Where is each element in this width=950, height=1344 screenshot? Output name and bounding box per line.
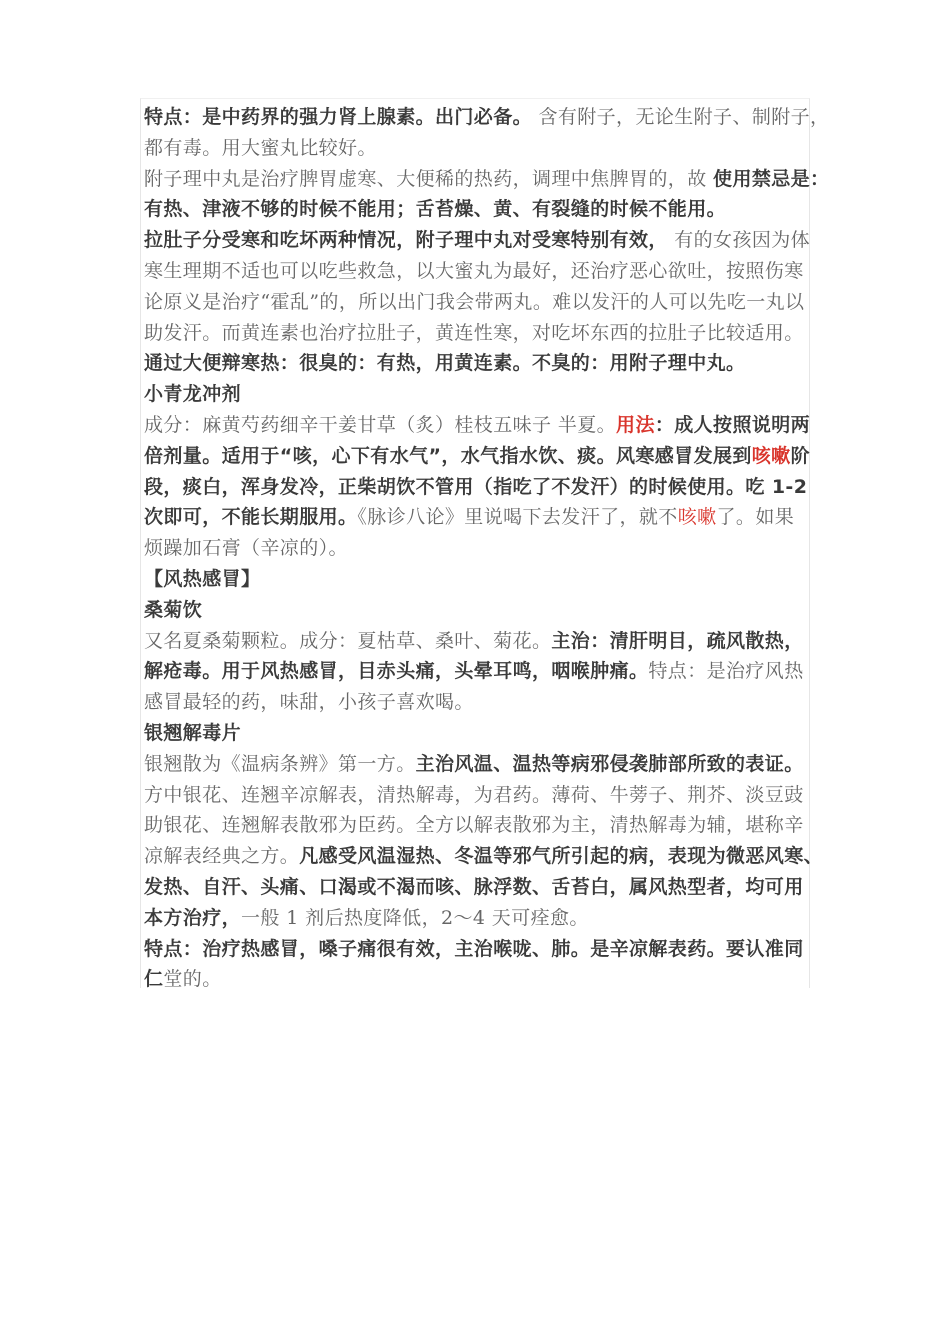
text-span: 感冒最轻的药，味甜，小孩子喜欢喝。	[144, 691, 474, 714]
text-span: 本方治疗，	[144, 906, 242, 929]
text-line	[144, 318, 812, 349]
text-span: 使用禁忌是：	[713, 167, 830, 190]
text-span: 特点：是中药界的强力肾上腺素。出门必备。	[144, 106, 533, 128]
text-line	[144, 472, 812, 503]
text-line	[144, 441, 812, 472]
highlight-span: 用法	[616, 413, 655, 436]
text-line	[144, 687, 812, 718]
text-span: 拉肚子分受寒和吃坏两种情况，附子理中丸对受寒特别有效，	[144, 229, 668, 252]
text-span: 了。如果	[716, 506, 795, 529]
text-span: 堂的。	[163, 968, 222, 991]
text-span: 发热、自汗、头痛、口渴或不渴而咳、脉浮数、舌苔白，属风热型者，均可用	[144, 875, 804, 898]
text-span: 论原义是治疗“霍乱”的，所以出门我会带两丸。难以发汗的人可以先吃一丸以	[144, 290, 805, 313]
text-line	[144, 872, 812, 903]
text-span: 寒生理期不适也可以吃些救急，以大蜜丸为最好，还治疗恶心欲吐，按照伤寒	[144, 259, 804, 282]
text-line	[144, 903, 812, 934]
text-span: 特点：治疗热感冒，嗓子痛很有效，主治喉咙、肺。是辛凉解表药。要认准同	[144, 937, 804, 960]
text-line	[144, 133, 812, 164]
text-line	[144, 841, 824, 872]
text-span: 次即可，不能长期服用。	[144, 506, 358, 529]
text-span: 主治：清肝明目，疏风散热，	[551, 629, 804, 652]
text-span: 方中银花、连翘辛凉解表，清热解毒，为君药。薄荷、牛蒡子、荆芥、淡豆豉	[144, 783, 804, 806]
text-span: 倍剂量。适用于“咳，心下有水气”，水气指水饮、痰。风寒感冒发展到	[144, 444, 752, 467]
article-body	[144, 102, 830, 995]
text-line	[144, 533, 812, 564]
text-span: 解疮毒。用于风热感冒，目赤头痛，头晕耳鸣，咽喉肿痛。	[144, 660, 649, 683]
section-heading	[144, 379, 812, 410]
text-span: 主治风温、温热等病邪侵袭肺部所致的表证。	[415, 752, 804, 775]
text-span: 都有毒。用大蜜丸比较好。	[144, 136, 377, 159]
text-line	[144, 410, 812, 441]
highlight-span: 咳嗽	[751, 444, 791, 467]
text-line	[144, 194, 812, 225]
text-span: 有热、津液不够的时候不能用；舌苔燥、黄、有裂缝的时候不能用。	[144, 198, 727, 221]
text-span: 又名夏桑菊颗粒。成分：夏枯草、桑叶、菊花。	[144, 629, 552, 652]
text-span: 有的女孩因为体	[667, 229, 811, 252]
text-span: 一般 1 剂后热度降低，2～4 天可痊愈。	[241, 906, 589, 929]
text-line	[144, 348, 812, 379]
text-line	[144, 749, 812, 780]
text-span: 仁	[144, 968, 164, 991]
text-line	[144, 964, 812, 995]
text-span: 桑菊饮	[144, 598, 203, 621]
text-span: 烦躁加石膏（辛凉的）。	[144, 537, 348, 560]
text-span: 特点：是治疗风热	[648, 660, 804, 683]
text-span: 阶	[790, 444, 810, 467]
section-heading	[144, 718, 812, 749]
text-line	[144, 164, 830, 195]
text-span: 《脉诊八论》里说喝下去发汗了，就不	[357, 506, 678, 529]
text-span: 助发汗。而黄连素也治疗拉肚子，黄连性寒，对吃坏东西的拉肚子比较适用。	[144, 321, 804, 344]
text-span: 银翘散为《温病条辨》第一方。	[144, 752, 416, 775]
text-line	[144, 656, 812, 687]
text-line	[144, 225, 812, 256]
text-line	[144, 780, 812, 811]
text-span: 凉解表经典之方。	[144, 845, 300, 868]
text-span: 小青龙冲剂	[144, 383, 242, 406]
text-line	[144, 287, 812, 318]
text-span: ：成人按照说明两	[654, 413, 811, 436]
text-span: 成分：麻黄芍药细辛干姜甘草（炙）桂枝五味子 半夏。	[144, 413, 617, 436]
text-line	[144, 256, 812, 287]
text-span: 段，痰白，浑身发冷，正柴胡饮不管用（指吃了不发汗）的时候使用。吃 1-2	[144, 475, 808, 498]
text-line	[144, 934, 812, 965]
text-span: 【风热感冒】	[144, 567, 261, 590]
text-span: 凡感受风温湿热、冬温等邪气所引起的病，表现为微恶风寒、	[299, 845, 824, 868]
text-line	[144, 810, 812, 841]
text-span: 通过大便辩寒热：很臭的：有热，用黄连素。不臭的：用附子理中丸。	[144, 352, 746, 375]
text-line	[144, 626, 812, 657]
highlight-span: 咳嗽	[677, 506, 717, 529]
section-heading	[144, 564, 812, 595]
text-span: 助银花、连翘解表散邪为臣药。全方以解表散邪为主，清热解毒为辅，堪称辛	[144, 814, 804, 837]
text-line	[144, 102, 830, 133]
text-span: 含有附子，无论生附子、制附子，	[532, 106, 830, 128]
text-span: 附子理中丸是治疗脾胃虚寒、大便稀的热药，调理中焦脾胃的，故	[144, 167, 714, 190]
text-span: 银翘解毒片	[144, 721, 242, 744]
text-line	[144, 502, 812, 533]
section-heading	[144, 595, 812, 626]
